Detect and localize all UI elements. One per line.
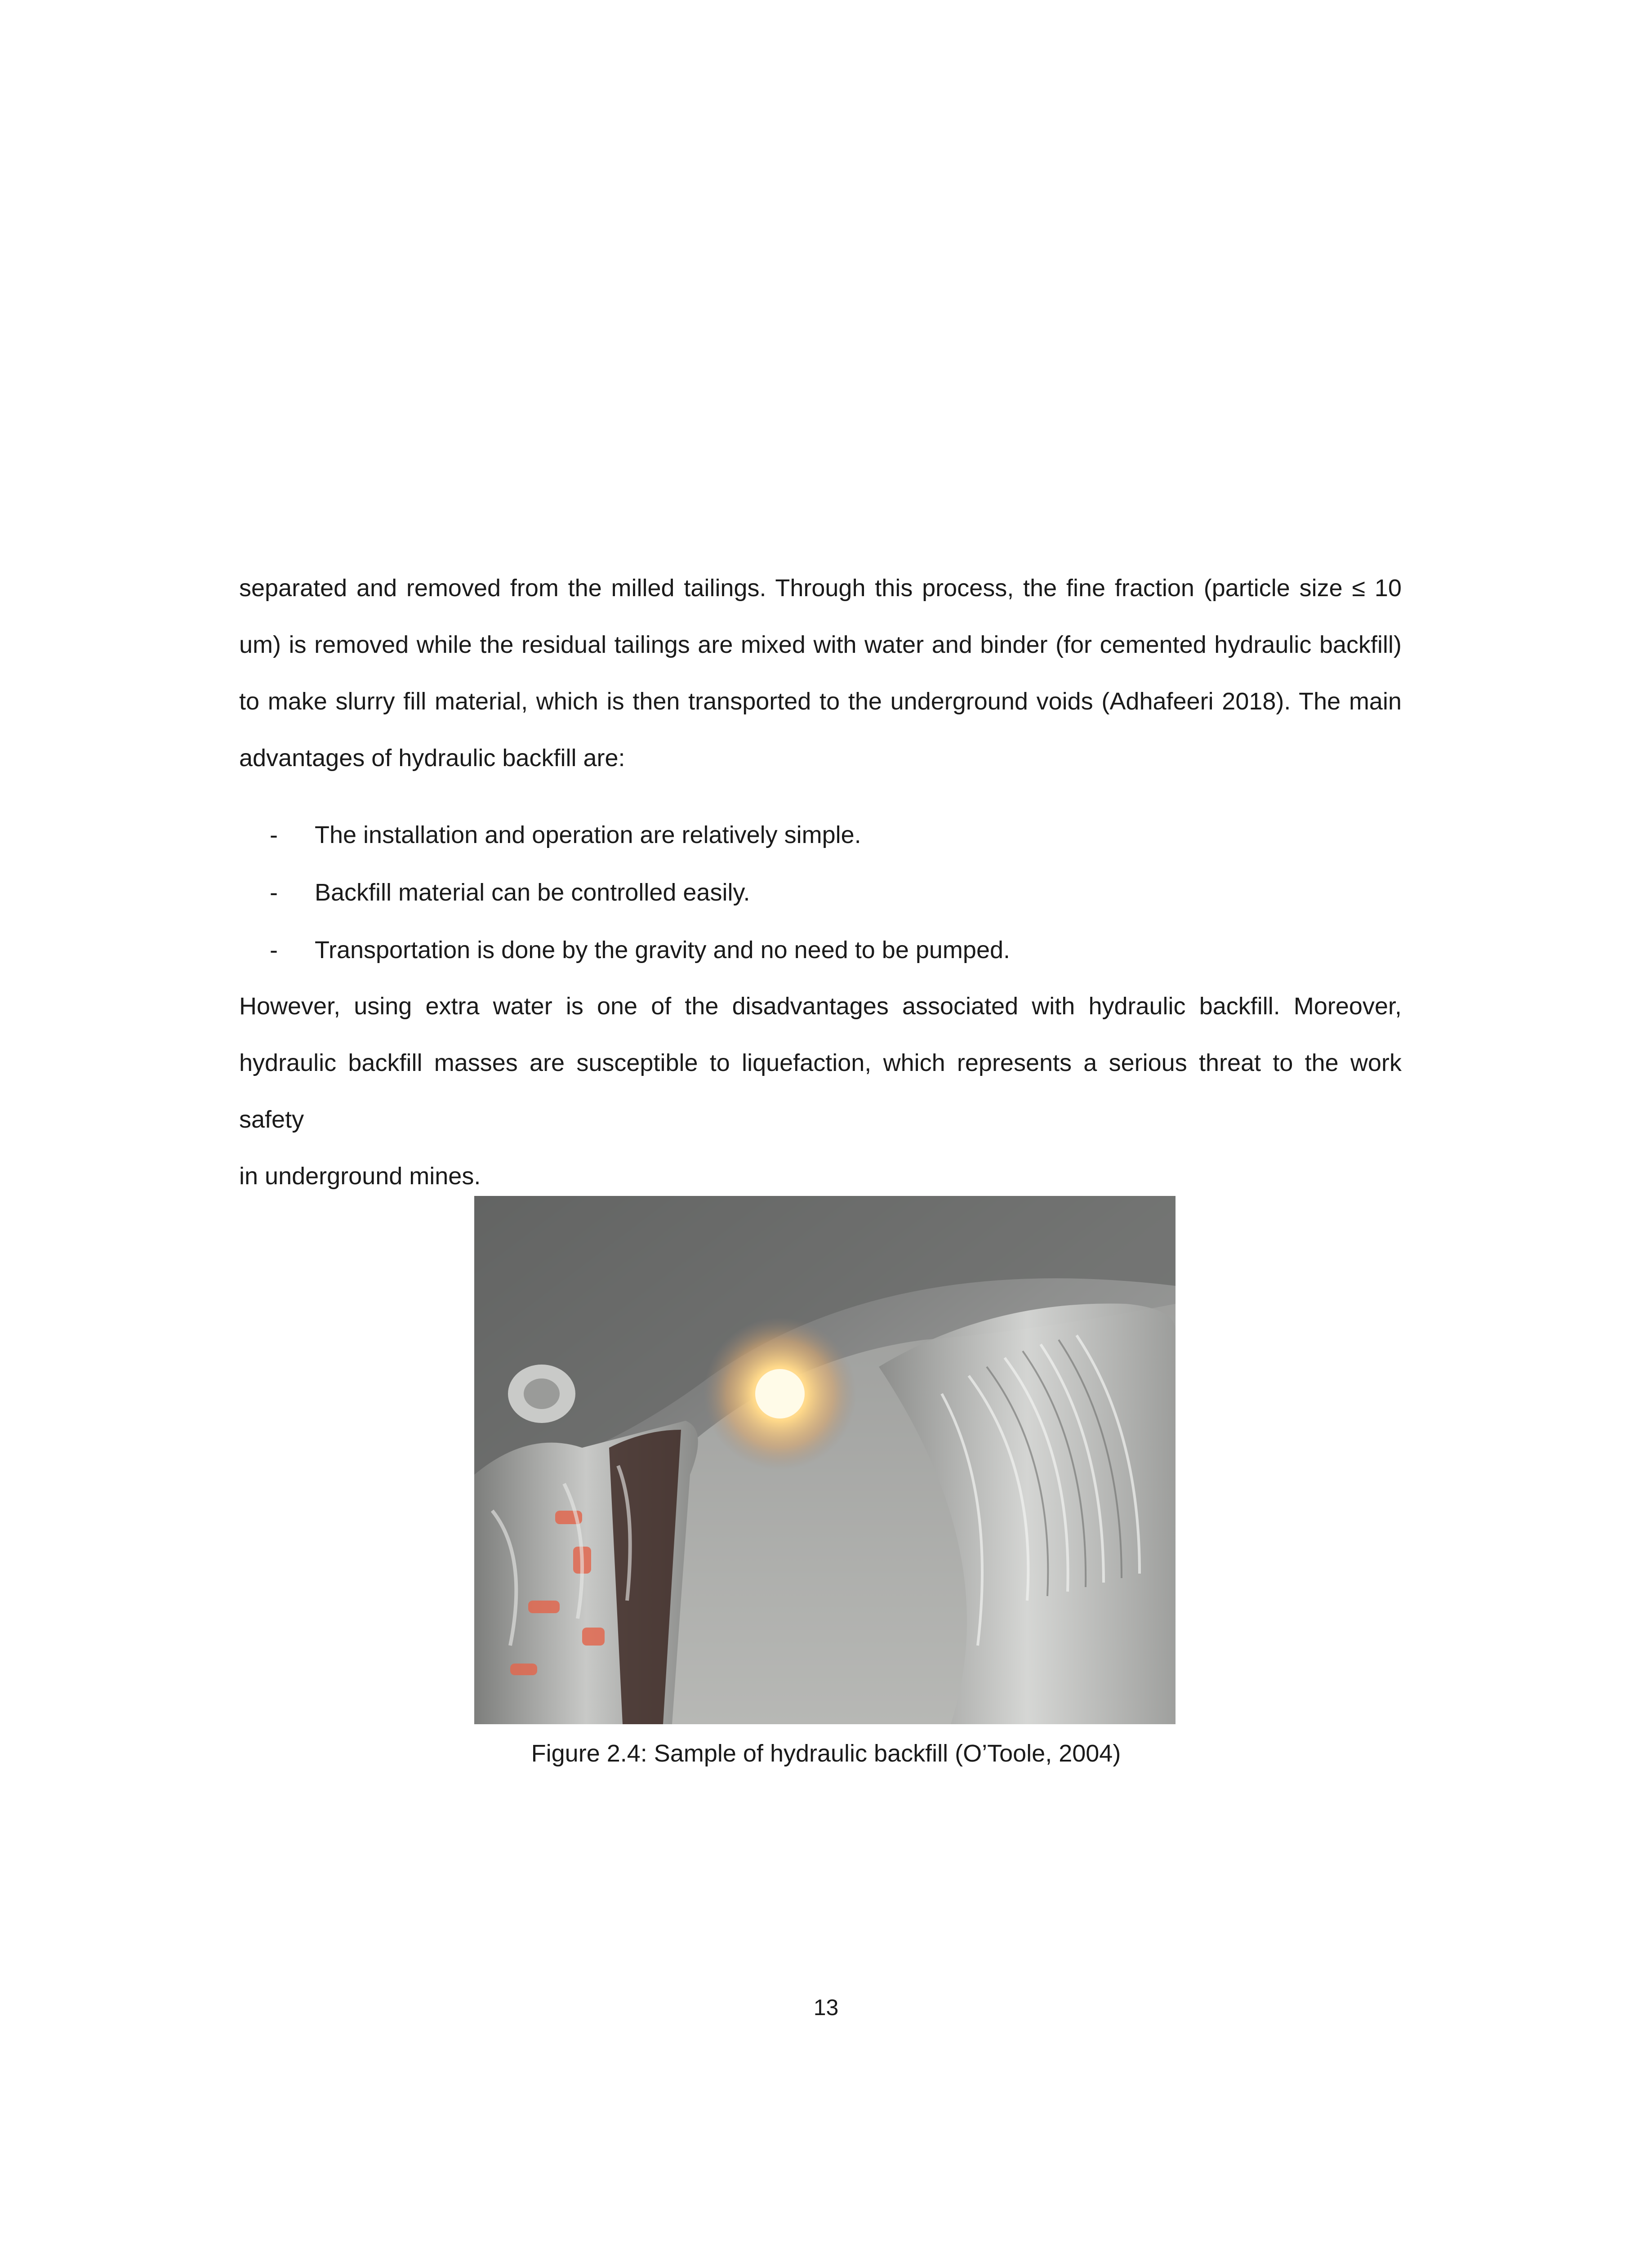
closing-paragraph [239, 978, 1402, 1204]
list-item-text: Backfill material can be controlled easily. [315, 879, 750, 906]
list-item-text: The installation and operation are relatively simple. [315, 821, 861, 848]
text-line: um) is removed while the residual tailings are mixed with water and binder (for cemented hydraulic backfill) [239, 631, 1402, 658]
backfill-photo-illustration [474, 1196, 1176, 1724]
text-line: advantages of hydraulic backfill are: [239, 745, 625, 772]
figure-caption: Figure 2.4: Sample of hydraulic backfill (O’Toole, 2004) [531, 1740, 1121, 1767]
bullet-marker: - [270, 879, 278, 906]
intro-paragraph [239, 560, 1402, 786]
bullet-marker: - [270, 937, 278, 963]
list-item [270, 806, 1394, 864]
page-number: 13 [813, 1995, 839, 2020]
text-line: in underground mines. [239, 1163, 481, 1190]
text-line: hydraulic backfill masses are susceptible to liquefaction, which represents a serious threat to the work safety [239, 1049, 1402, 1133]
list-item [270, 864, 1394, 921]
advantages-list [270, 806, 1394, 979]
list-item [270, 921, 1394, 979]
text-line: However, using extra water is one of the disadvantages associated with hydraulic backfill. Moreover, [239, 993, 1402, 1020]
text-line: separated and removed from the milled tailings. Through this process, the fine fraction (particle size ≤ 10 [239, 575, 1402, 602]
bullet-marker: - [270, 821, 278, 848]
hydraulic-backfill-photo [474, 1196, 1176, 1724]
text-line: to make slurry fill material, which is then transported to the underground voids (Adhafeeri 2018). The main [239, 688, 1402, 715]
list-item-text: Transportation is done by the gravity and no need to be pumped. [315, 937, 1011, 963]
